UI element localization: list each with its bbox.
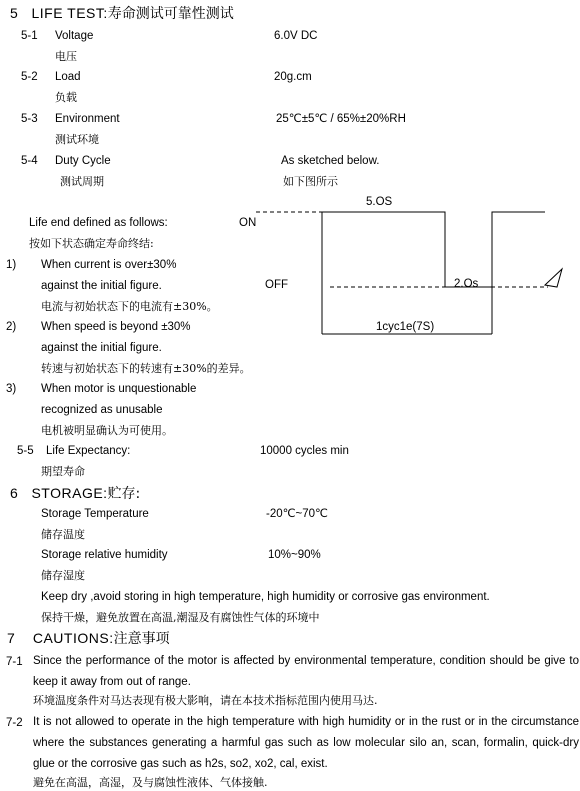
condition-2-line2: against the initial figure. bbox=[41, 342, 162, 354]
storage-note: Keep dry ,avoid storing in high temperature, high humidity or corrosive gas environment. bbox=[41, 591, 490, 603]
caution-7-1-number: 7-1 bbox=[6, 656, 23, 668]
condition-2-number: 2) bbox=[6, 321, 17, 333]
diagram-off-time: 2.Os bbox=[454, 278, 479, 290]
storage-temperature-label: Storage Temperature bbox=[41, 508, 149, 520]
item-5-2-label: Load bbox=[55, 71, 81, 83]
caution-7-1-text: Since the performance of the motor is affected by environmental temperature, condition should be give to keep it away from out of range. bbox=[33, 655, 579, 688]
condition-3-line2: recognized as unusable bbox=[41, 404, 163, 416]
diagram-on-time: 5.OS bbox=[366, 196, 393, 208]
triangle-marker-icon bbox=[545, 269, 562, 287]
duty-waveform bbox=[322, 212, 545, 287]
item-5-5-value: 10000 cycles min bbox=[260, 445, 349, 457]
item-5-1-value: 6.0V DC bbox=[274, 30, 318, 42]
section-6-heading bbox=[10, 486, 140, 501]
caution-7-2-text: It is not allowed to operate in the high temperature with high humidity or in the rust or in the circumstance where the substances generating a harmful gas such as low molecular silo an, scan, formalin, quick-dry glue or the corrosive gas such as h2s, so2, xo2, cal, exist. bbox=[33, 716, 579, 770]
item-5-4-value-cn: 如下图所示 bbox=[283, 175, 338, 188]
item-5-3-number: 5-3 bbox=[21, 113, 38, 125]
item-5-4-value: As sketched below. bbox=[281, 155, 380, 167]
item-5-5-label: Life Expectancy: bbox=[46, 445, 131, 457]
condition-1-line1: When current is over±30% bbox=[41, 259, 177, 271]
caution-7-2-number: 7-2 bbox=[6, 717, 23, 729]
diagram-cycle-label: 1cyc1e(7S) bbox=[376, 321, 435, 333]
caution-7-1-cn: 环境温度条件对马达表现有极大影响，请在本技术指标范围内使用马达. bbox=[33, 694, 378, 707]
section-6-title: STORAGE: bbox=[31, 485, 108, 501]
section-6-number: 6 bbox=[10, 485, 19, 501]
item-5-5-number: 5-5 bbox=[17, 445, 34, 457]
storage-note-cn: 保持干燥，避免放置在高温,潮湿及有腐蚀性气体的环境中 bbox=[41, 611, 320, 624]
caution-7-2-cn: 避免在高温，高湿，及与腐蚀性液体、气体接触. bbox=[33, 776, 268, 789]
section-5-title: LIFE TEST: bbox=[31, 5, 108, 21]
item-5-2-value: 20g.cm bbox=[274, 71, 312, 83]
condition-1-number: 1) bbox=[6, 259, 17, 271]
item-5-3-label: Environment bbox=[55, 113, 120, 125]
item-5-4-label: Duty Cycle bbox=[55, 155, 111, 167]
section-5-number: 5 bbox=[10, 5, 19, 21]
storage-humidity-label-cn: 储存湿度 bbox=[41, 569, 85, 582]
item-5-2-label-cn: 负载 bbox=[55, 91, 77, 104]
storage-temperature-value: -20℃~70℃ bbox=[266, 508, 328, 520]
section-7-heading bbox=[7, 631, 170, 646]
section-6-title-cn: 贮存: bbox=[107, 486, 141, 502]
item-5-4-number: 5-4 bbox=[21, 155, 38, 167]
section-5-title-cn: 寿命测试可靠性测试 bbox=[107, 6, 234, 22]
storage-temperature-label-cn: 储存温度 bbox=[41, 528, 85, 541]
storage-humidity-label: Storage relative humidity bbox=[41, 549, 168, 561]
item-5-1-label-cn: 电压 bbox=[55, 50, 77, 63]
item-5-3-value: 25℃±5℃ / 65%±20%RH bbox=[276, 113, 406, 125]
item-5-4-label-cn: 测试周期 bbox=[60, 175, 104, 188]
diagram-on-label: ON bbox=[239, 217, 257, 229]
condition-3-line1: When motor is unquestionable bbox=[41, 383, 197, 395]
condition-2-cn: 转速与初始状态下的转速有±30%的差异。 bbox=[41, 362, 251, 375]
section-7-title: CAUTIONS: bbox=[32, 630, 114, 646]
condition-1-line2: against the initial figure. bbox=[41, 280, 162, 292]
item-5-1-number: 5-1 bbox=[21, 30, 38, 42]
life-end-heading: Life end defined as follows: bbox=[29, 217, 168, 229]
item-5-3-label-cn: 测试环境 bbox=[55, 133, 99, 146]
condition-2-line1: When speed is beyond ±30% bbox=[41, 321, 191, 333]
condition-3-number: 3) bbox=[6, 383, 17, 395]
item-5-5-label-cn: 期望寿命 bbox=[41, 465, 85, 478]
storage-humidity-value: 10%~90% bbox=[268, 549, 321, 561]
condition-1-cn: 电流与初始状态下的电流有±30%。 bbox=[41, 300, 218, 313]
diagram-off-label: OFF bbox=[265, 279, 288, 291]
section-7-number: 7 bbox=[7, 630, 16, 646]
life-end-heading-cn: 按如下状态确定寿命终结: bbox=[29, 237, 154, 250]
section-7-title-cn: 注意事项 bbox=[113, 631, 170, 647]
condition-3-cn: 电机被明显确认为可使用。 bbox=[41, 424, 173, 437]
item-5-2-number: 5-2 bbox=[21, 71, 38, 83]
item-5-1-label: Voltage bbox=[55, 30, 94, 42]
